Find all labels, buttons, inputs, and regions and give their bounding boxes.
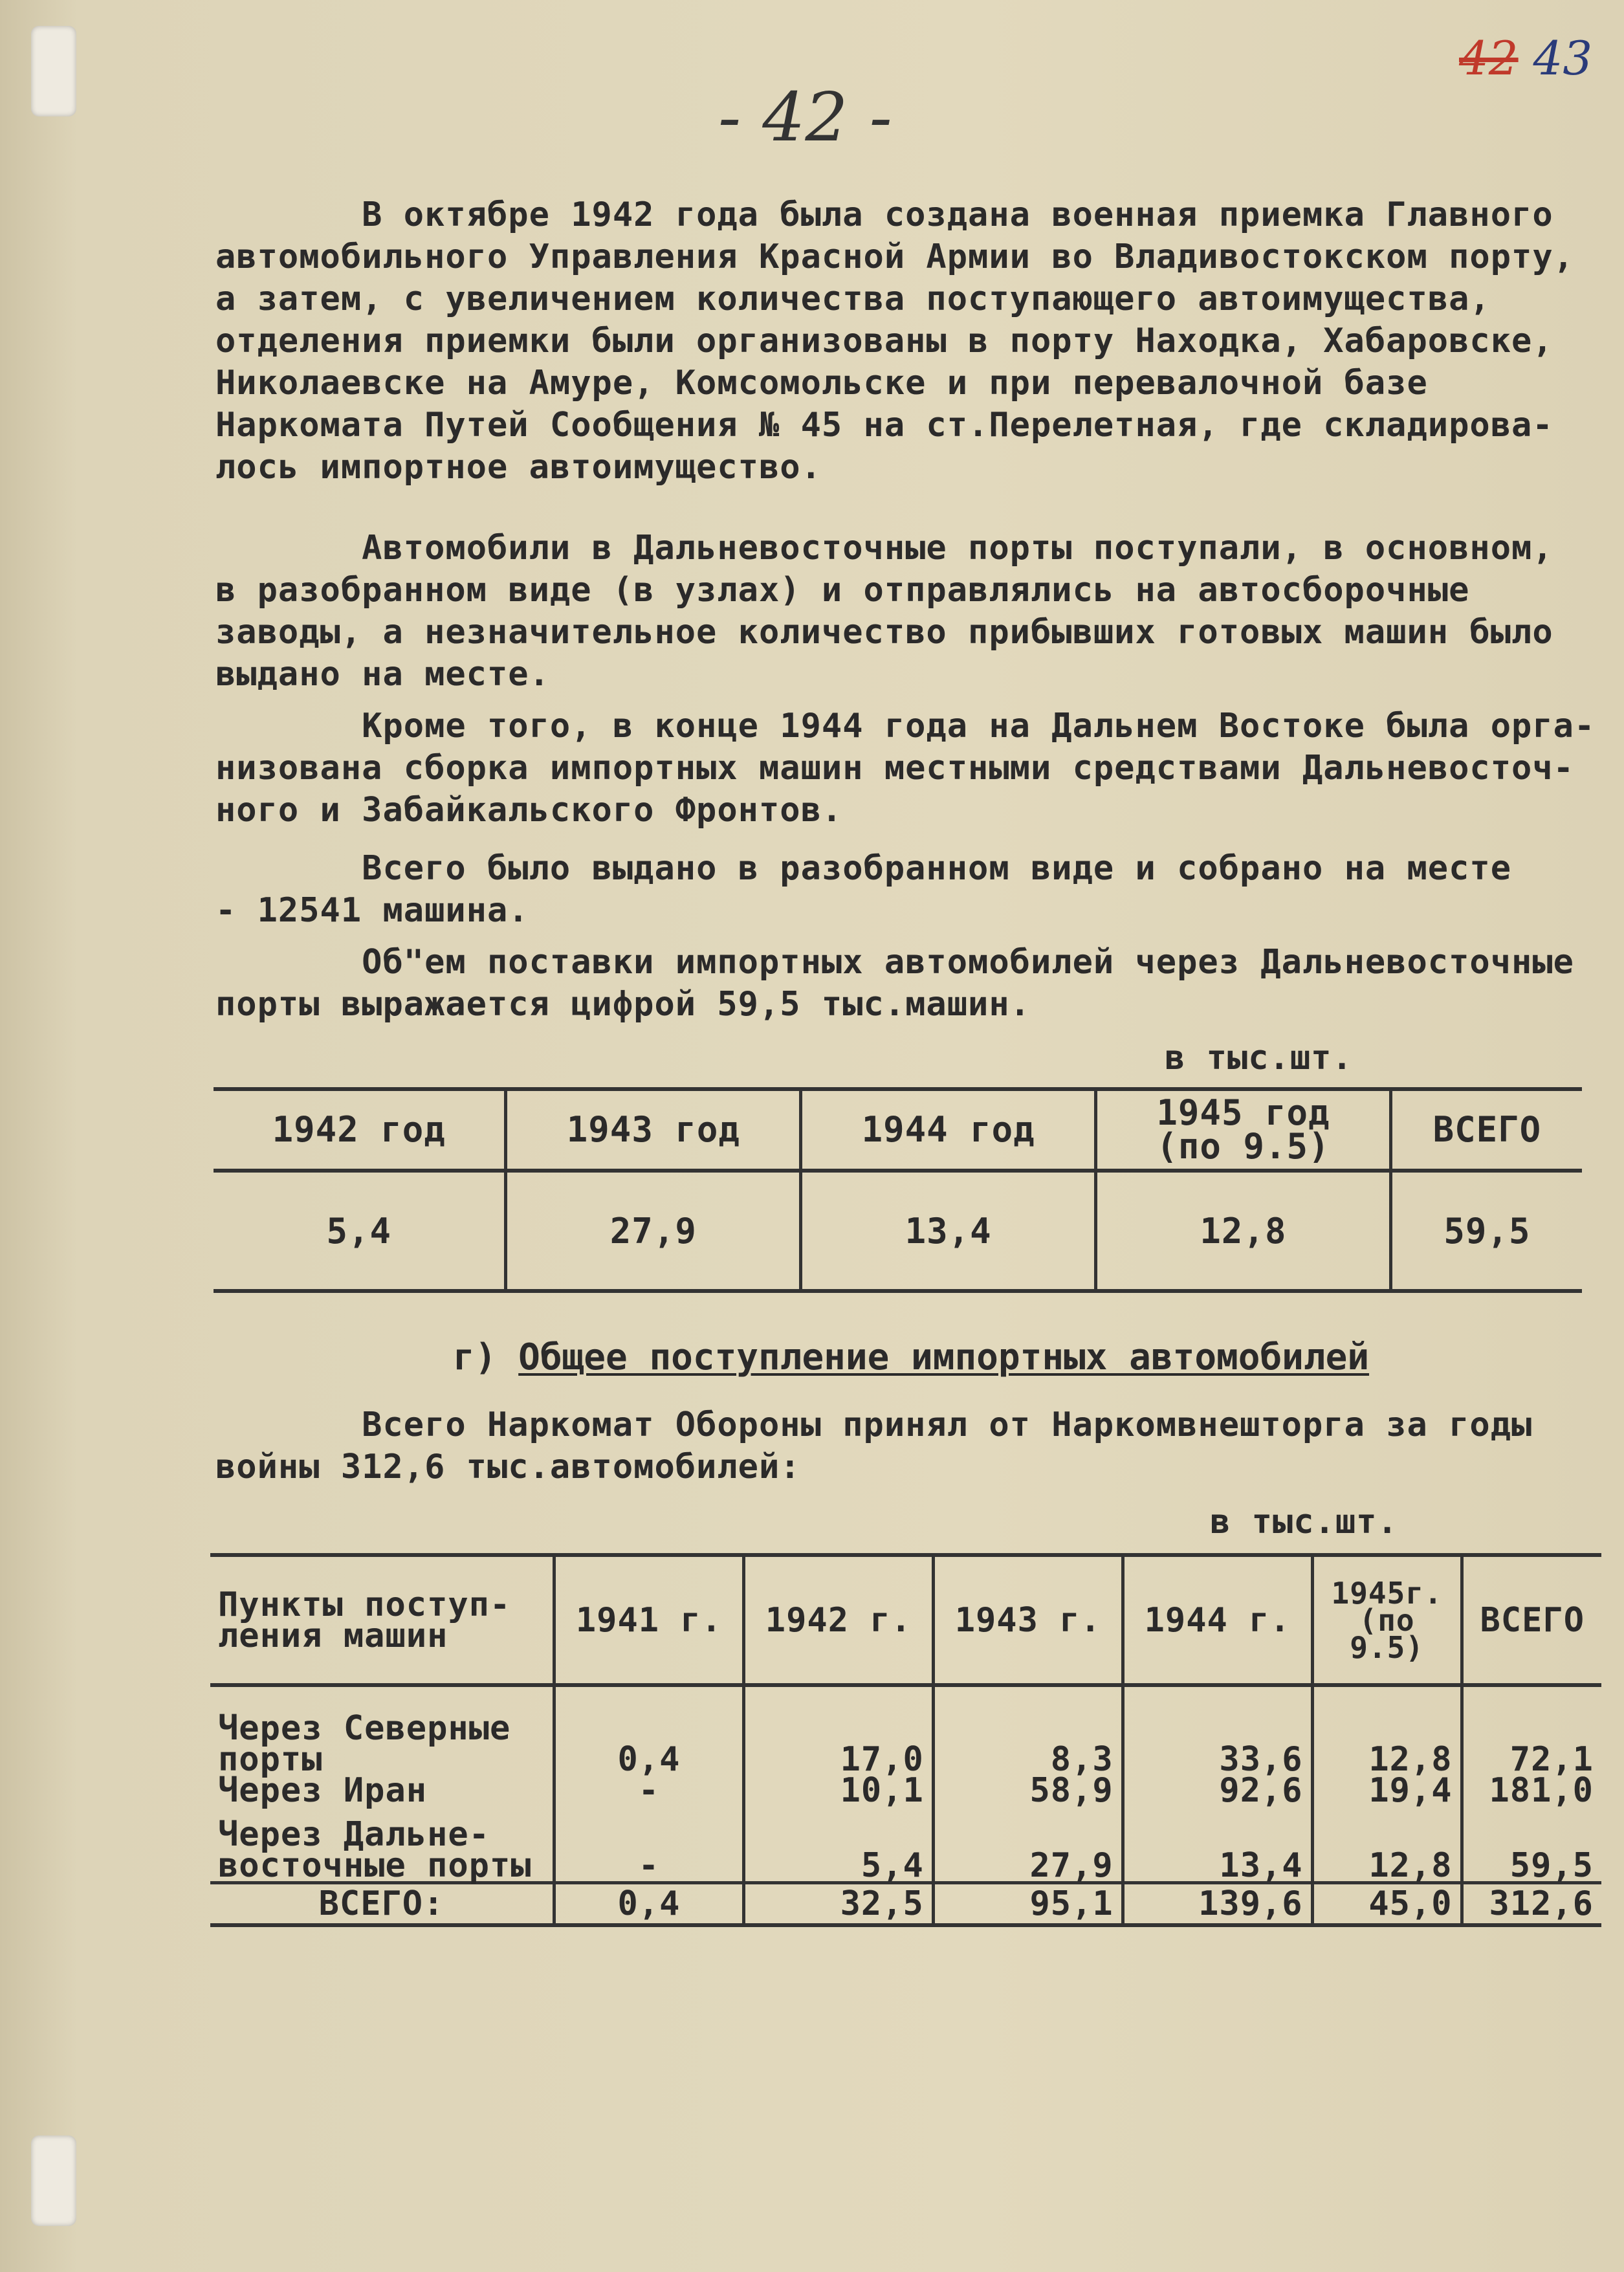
table2-unit: в тыс.шт.	[1210, 1503, 1398, 1541]
row-label: Через Дальне- восточные порты	[218, 1815, 532, 1885]
table-cell: 5,4	[743, 1806, 933, 1883]
table-cell: 59,5	[1462, 1806, 1601, 1883]
table-cell: 10,1	[743, 1775, 933, 1806]
row-label: ВСЕГО:	[210, 1883, 554, 1926]
col-header: Пункты поступ- ления машин	[210, 1555, 554, 1685]
binding-hole	[31, 2135, 76, 2226]
col-header: 1945г. (по 9.5)	[1312, 1555, 1462, 1685]
page-number: - 42 -	[718, 78, 892, 157]
table-cell: 19,4	[1312, 1775, 1462, 1806]
table-cell: 27,9	[933, 1806, 1123, 1883]
table-cell: 32,5	[743, 1883, 933, 1926]
table-row	[210, 1713, 1601, 1775]
paragraph-total: Всего Наркомат Обороны принял от Наркомвнешторга за годы войны 312,6 тыс.автомобилей:	[215, 1406, 1533, 1486]
paragraph-volume: Об"ем поставки импортных автомобилей через Дальневосточные порты выражается цифрой 59,5 тыс.машин.	[215, 943, 1574, 1024]
table-cell: 13,4	[1123, 1806, 1312, 1883]
paragraph-disassembled: Автомобили в Дальневосточные порты поступали, в основном, в разобранном виде (в узлах) и отправлялись на автосборочные заводы, а незначительное количество прибывших готовых машин было выдано на месте.	[215, 529, 1553, 694]
table1-unit: в тыс.шт.	[1165, 1039, 1353, 1077]
col-header: 1944 год	[801, 1089, 1096, 1171]
binding-hole	[31, 26, 76, 116]
table-import-receipts	[210, 1553, 1601, 1927]
table-cell: 139,6	[1123, 1883, 1312, 1926]
table-cell: 17,0	[743, 1713, 933, 1775]
table-cell: 27,9	[506, 1171, 801, 1291]
table-row	[210, 1775, 1601, 1806]
current-number: 43	[1533, 31, 1593, 85]
col-header: 1942 год	[214, 1089, 506, 1171]
col-header: 1942 г.	[743, 1555, 933, 1685]
col-header: 1943 г.	[933, 1555, 1123, 1685]
section-title: Общее поступление импортных автомобилей	[518, 1336, 1370, 1378]
table-cell: 12,8	[1096, 1171, 1391, 1291]
table-cell: 12,8	[1312, 1713, 1462, 1775]
table-cell: 0,4	[554, 1883, 744, 1926]
table-cell: 72,1	[1462, 1713, 1601, 1775]
table-cell: 0,4	[554, 1713, 744, 1775]
col-header: ВСЕГО	[1390, 1089, 1582, 1171]
section-letter: г)	[453, 1336, 497, 1378]
paragraph-reception: В октябре 1942 года была создана военная приемка Главного автомобильного Управления Красной Армии во Владивостокском порту, а затем, с увеличением количества поступающего автоимущества, отделения приемки были организованы в порту Находка, Хабаровске, Николаевске на Амуре, Комсомольске и при перевалочной базе Наркомата Путей Сообщения № 45 на ст.Перелетная, где складирова- лось импортное автоимущество.	[215, 195, 1574, 487]
total-row	[210, 1883, 1601, 1926]
paragraph-assembly: Кроме того, в конце 1944 года на Дальнем Востоке была орга- низована сборка импортных машин местными средствами Дальневосточ- ного и Забайкальского Фронтов.	[215, 707, 1596, 830]
col-header: 1945 год (по 9.5)	[1096, 1089, 1391, 1171]
table-cell: -	[554, 1775, 744, 1806]
crossed-number: 42	[1459, 31, 1519, 85]
paragraph-issued: Всего было выдано в разобранном виде и собрано на месте - 12541 машина.	[215, 849, 1512, 930]
table-cell: 33,6	[1123, 1713, 1312, 1775]
table-cell: 13,4	[801, 1171, 1096, 1291]
table-cell: 312,6	[1462, 1883, 1601, 1926]
table-cell: 58,9	[933, 1775, 1123, 1806]
table-cell: 95,1	[933, 1883, 1123, 1926]
table-cell: -	[554, 1806, 744, 1883]
col-header: 1943 год	[506, 1089, 801, 1171]
col-header: 1944 г.	[1123, 1555, 1312, 1685]
table-cell: 12,8	[1312, 1806, 1462, 1883]
table-cell: 45,0	[1312, 1883, 1462, 1926]
table-cell: 181,0	[1462, 1775, 1601, 1806]
table-cell: 92,6	[1123, 1775, 1312, 1806]
table-far-east-ports	[214, 1087, 1582, 1293]
col-header: ВСЕГО	[1462, 1555, 1601, 1685]
table-cell: 59,5	[1390, 1171, 1582, 1291]
table-cell: 5,4	[214, 1171, 506, 1291]
section-heading	[453, 1336, 1369, 1378]
row-label: Через Северные порты	[218, 1709, 511, 1779]
table-row	[210, 1806, 1601, 1883]
col-header: 1941 г.	[554, 1555, 744, 1685]
table-cell: 8,3	[933, 1713, 1123, 1775]
row-label: Через Иран	[218, 1771, 428, 1810]
archive-page-number	[1459, 31, 1592, 85]
